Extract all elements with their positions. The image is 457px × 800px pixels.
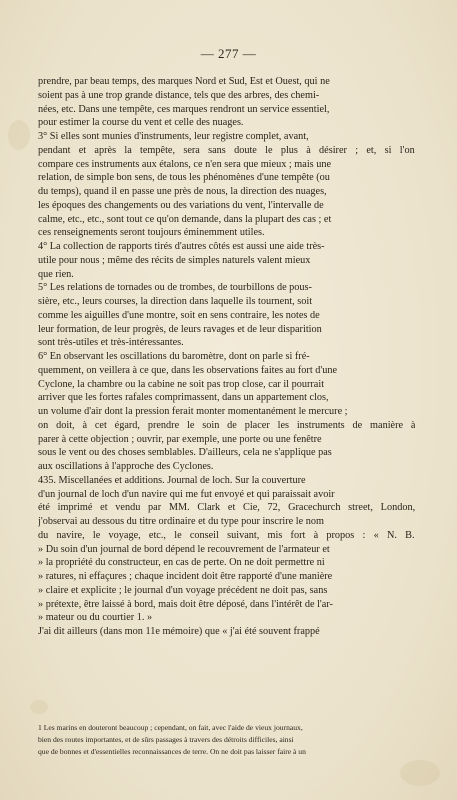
paragraph [38,130,415,240]
text-line: du temps), quand il en passe une près de nous, la direction des nuages, [38,186,327,197]
paragraph [38,240,415,281]
text-line: ces renseignements seront toujours éminemment utiles. [38,227,265,239]
text-line: pendant et après la tempête, sera sans doute le plus à désirer ; et, si l'on [38,144,415,156]
footnotes [38,722,415,758]
text-line: arriver que les fortes rafales comprimassent, dans un appartement clos, [38,392,329,404]
text-line: » ratures, ni effaçures ; chaque incident doit être rapporté d'une manière [38,571,333,582]
paper-stain [8,120,30,150]
footnote-line: bien des routes importantes, et de sûrs passages à travers des détroits difficiles, ainsi [38,735,294,744]
text-line: Cyclone, la chambre ou la cabine ne soit pas trop close, car il pourrait [38,378,325,390]
text-line: comme les aiguilles d'une montre, soit en sens contraire, les notes de [38,309,320,321]
text-line: utile pour nous ; même des récits de simples naturels valent mieux [38,254,311,266]
text-line: » claire et explicite ; le journal d'un voyage précédent ne doit pas, sans [38,584,328,596]
text-line: d'un journal de loch d'un navire qui me fut envoyé et qui paraissait avoir [38,488,335,500]
paragraph [38,350,415,474]
text-line: nées, etc. Dans une tempête, ces marques rendront un service essentiel, [38,103,330,115]
text-line: on doit, à cet égard, prendre le soin de placer les instruments de manière à [38,419,415,431]
text-line: 5° Les relations de tornades ou de trombes, de tourbillons de pous- [38,282,312,294]
text-line: les époques des changements ou des variations du vent, l'intervalle de [38,199,324,211]
text-line: » Du soin d'un journal de bord dépend le recouvrement de l'armateur et [38,543,330,555]
text-line: J'ai dit ailleurs (dans mon 11e mémoire) que « j'ai été souvent frappé [38,626,320,637]
footnote-line: que de bonnes et d'essentielles reconnaissances de terre. On ne doit pas laisser faire à un [38,747,306,756]
text-line: » la propriété du constructeur, en cas de perte. On ne doit permettre ni [38,557,325,569]
text-line: que rien. [38,268,74,280]
text-line: soient pas à une trop grande distance, tels que des arbres, des chemi- [38,89,320,101]
text-line: été imprimé et vendu par MM. Clark et Cie, 72, Gracechurch street, London, [38,502,415,514]
text-line: prendre, par beau temps, des marques Nord et Sud, Est et Ouest, qui ne [38,76,330,87]
footnote-line: 1 Les marins en douteront beaucoup ; cependant, on fait, avec l'aide de vieux journaux, [38,723,303,732]
text-line: sière, etc., leurs courses, la direction dans laquelle ils tournent, soit [38,296,313,307]
text-line: 4° La collection de rapports tirés d'autres côtés est aussi une aide très- [38,241,325,252]
text-line: sous le vent ou des choses semblables. D'ailleurs, cela ne s'applique pas [38,447,332,459]
text-line: j'observai au dessous du titre ordinaire et du type pour inscrire le nom [38,516,324,527]
text-line: leur formation, de leur progrès, de leurs ravages et de leur disparition [38,323,322,335]
paragraph [38,474,415,625]
paragraph [38,625,415,639]
text-line: 6° En observant les oscillations du baromètre, dont on parle si fré- [38,351,310,362]
body-text [38,75,415,639]
paragraph [38,281,415,350]
text-line: 3° Si elles sont munies d'instruments, leur registre complet, avant, [38,131,309,142]
text-line: relation, de simple bon sens, de tous les phénomènes d'une tempête (ou [38,172,330,184]
text-line: compare ces instruments aux étalons, ce n'en sera que mieux ; mais une [38,158,332,170]
text-line: sont très-utiles et très-intéressantes. [38,337,184,349]
paper-stain [400,760,440,786]
text-line: parer à cette objection ; ouvrir, par exemple, une porte ou une fenêtre [38,433,322,445]
text-line: calme, etc., etc., sont tout ce qu'on demande, dans la plupart des cas ; et [38,213,332,225]
paragraph [38,75,415,130]
text-line: » prétexte, être laissé à bord, mais doit être déposé, dans l'intérêt de l'ar- [38,598,333,610]
page-number: — 277 — [200,46,257,61]
text-line: un volume d'air dont la pression ferait monter momentanément le mercure ; [38,406,348,417]
text-line: » mateur ou du courtier 1. » [38,612,153,624]
paper-stain [30,700,48,714]
text-line: aux oscillations à l'approche des Cyclones. [38,461,214,472]
text-line: quemment, on veillera à ce que, dans les observations faites au fort d'une [38,364,337,376]
text-line: du navire, le voyage, etc., le conseil suivant, mis fort à propos : « N. B. [38,529,415,541]
text-line: 435. Miscellanées et additions. Journal de loch. Sur la couverture [38,474,306,486]
text-line: pour estimer la course du vent et celle des nuages. [38,117,244,129]
